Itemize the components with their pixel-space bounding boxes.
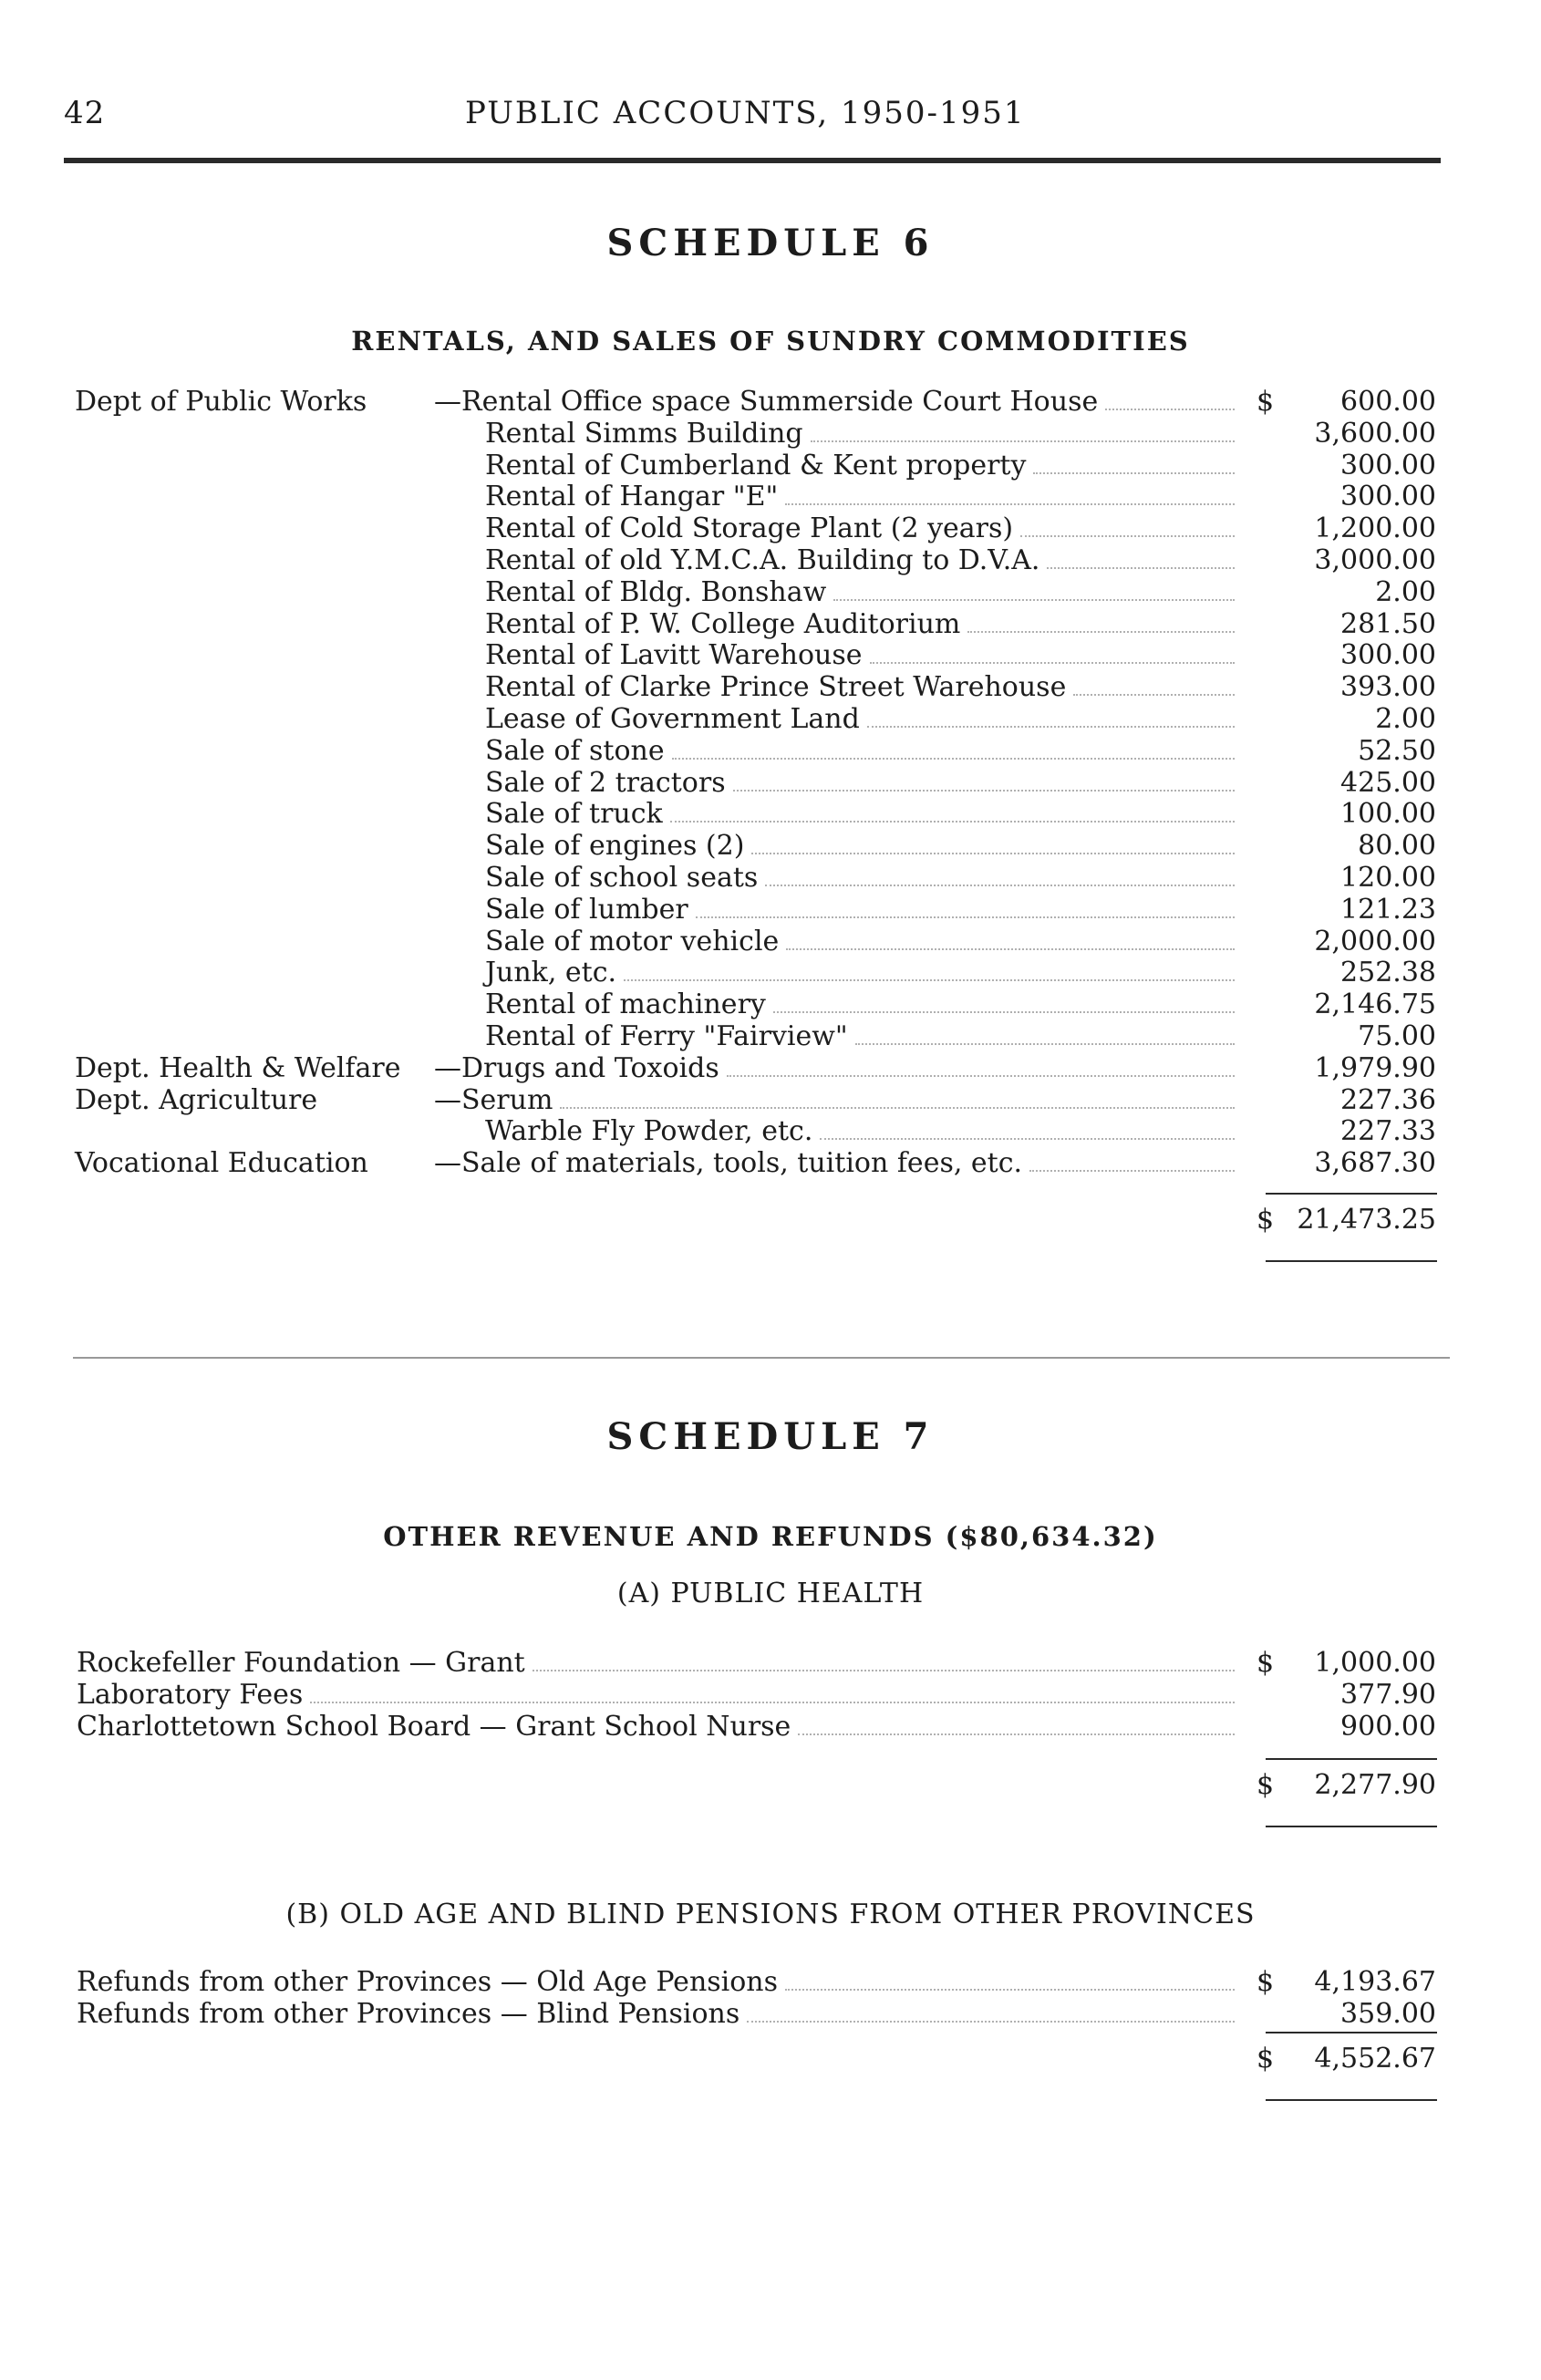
- item-description: [485, 926, 1240, 957]
- description-text: Rental of Ferry "Fairview": [485, 1020, 848, 1052]
- description-text: Rental of Lavitt Warehouse: [485, 639, 863, 672]
- item-description: [434, 386, 1240, 418]
- description-text: —Rental Office space Summerside Court House: [434, 386, 1099, 418]
- item-description: [485, 639, 1240, 671]
- total-currency: $: [1257, 1769, 1275, 1801]
- table-row: [0, 926, 1541, 957]
- item-description: [485, 418, 1240, 450]
- dot-leader: [786, 947, 1235, 950]
- dot-leader: [1033, 471, 1235, 474]
- description-text: Rental of old Y.M.C.A. Building to D.V.A.: [485, 544, 1040, 576]
- schedule-6-subtitle: RENTALS, AND SALES OF SUNDRY COMMODITIES: [351, 326, 1190, 357]
- item-amount: 227.36: [1340, 1083, 1436, 1116]
- description-text: Sale of engines (2): [485, 830, 745, 863]
- section-b-total-row: [0, 2043, 1541, 2075]
- dot-leader: [672, 757, 1235, 760]
- table-row: [0, 862, 1541, 894]
- table-row: [0, 450, 1541, 481]
- item-description: [77, 1998, 1240, 2030]
- description-text: Sale of stone: [485, 734, 665, 767]
- item-amount: 900.00: [1340, 1710, 1436, 1743]
- item-amount: 52.50: [1358, 734, 1436, 767]
- description-text: Lease of Government Land: [485, 703, 860, 735]
- dot-leader: [833, 598, 1235, 601]
- schedule-6-total-rule-top: [1266, 1193, 1437, 1195]
- item-amount: 121.23: [1340, 893, 1436, 926]
- header-rule: [64, 158, 1441, 163]
- item-description: [485, 1020, 1240, 1052]
- dot-leader: [765, 884, 1235, 886]
- description-text: Rental of Cold Storage Plant (2 years): [485, 512, 1014, 545]
- table-row: [0, 512, 1541, 544]
- section-a-total-rule-bottom: [1266, 1826, 1437, 1827]
- dot-leader: [727, 1074, 1235, 1077]
- item-description: [485, 608, 1240, 640]
- table-row: [0, 608, 1541, 640]
- item-amount: 120.00: [1340, 862, 1436, 894]
- department-label: Dept. Agriculture: [75, 1083, 318, 1116]
- dot-leader: [967, 630, 1235, 633]
- table-row: [0, 1647, 1541, 1679]
- table-row: [0, 1084, 1541, 1116]
- item-description: [485, 862, 1240, 894]
- item-amount: 281.50: [1340, 607, 1436, 640]
- currency-symbol: $: [1257, 386, 1275, 418]
- item-amount: 100.00: [1340, 798, 1436, 831]
- table-row: [0, 576, 1541, 608]
- table-row: [0, 894, 1541, 926]
- section-b-total-rule-top: [1266, 2032, 1437, 2033]
- description-text: Warble Fly Powder, etc.: [485, 1115, 813, 1148]
- description-text: Rental of machinery: [485, 988, 766, 1021]
- dot-leader: [1047, 566, 1235, 569]
- total-amount: 2,277.90: [1314, 1769, 1436, 1801]
- schedule-6-total-rule-bottom: [1266, 1260, 1437, 1262]
- item-description: [485, 703, 1240, 735]
- item-amount: 300.00: [1340, 481, 1436, 513]
- total-amount: 4,552.67: [1314, 2043, 1436, 2075]
- item-description: [485, 894, 1240, 926]
- item-amount: 393.00: [1340, 671, 1436, 704]
- currency-symbol: $: [1257, 1647, 1275, 1679]
- department-label: Vocational Education: [75, 1147, 368, 1180]
- description-text: Sale of lumber: [485, 893, 688, 926]
- item-amount: 300.00: [1340, 639, 1436, 672]
- item-amount: 377.90: [1340, 1678, 1436, 1711]
- item-description: [485, 512, 1240, 544]
- table-row: [0, 1020, 1541, 1052]
- dot-leader: [867, 725, 1235, 728]
- description-text: Junk, etc.: [485, 957, 617, 989]
- table-row: [0, 671, 1541, 703]
- description-text: Sale of 2 tractors: [485, 766, 726, 799]
- total-currency: $: [1257, 2043, 1275, 2075]
- item-description: [485, 957, 1240, 988]
- table-row: [0, 830, 1541, 862]
- table-row: [0, 1679, 1541, 1711]
- description-text: Laboratory Fees: [77, 1678, 304, 1711]
- item-amount: 3,600.00: [1314, 417, 1436, 450]
- item-description: [485, 735, 1240, 767]
- total-currency: $: [1257, 1204, 1275, 1236]
- table-row: [0, 735, 1541, 767]
- dot-leader: [624, 978, 1235, 981]
- table-row: [0, 703, 1541, 735]
- department-label: Dept. Health & Welfare: [75, 1051, 401, 1084]
- dot-leader: [1020, 534, 1235, 537]
- dot-leader: [1073, 693, 1235, 696]
- dot-leader: [870, 661, 1236, 664]
- description-text: Sale of motor vehicle: [485, 925, 780, 957]
- item-amount: 3,000.00: [1314, 544, 1436, 576]
- item-description: [485, 798, 1240, 830]
- currency-symbol: $: [1257, 1966, 1275, 1998]
- table-row: [0, 481, 1541, 512]
- item-description: [77, 1711, 1240, 1743]
- item-amount: 227.33: [1340, 1115, 1436, 1148]
- section-a-total-rule-top: [1266, 1758, 1437, 1760]
- description-text: Sale of truck: [485, 798, 663, 831]
- item-amount: 359.00: [1340, 1997, 1436, 2030]
- table-row: [0, 639, 1541, 671]
- dot-leader: [798, 1733, 1235, 1735]
- description-text: —Sale of materials, tools, tuition fees, etc.: [434, 1147, 1023, 1180]
- description-text: Refunds from other Provinces — Old Age Pensions: [77, 1966, 779, 1998]
- dot-leader: [670, 820, 1235, 823]
- dot-leader: [785, 1988, 1235, 1991]
- table-row: [0, 1998, 1541, 2030]
- item-amount: 3,687.30: [1314, 1147, 1436, 1180]
- dot-leader: [811, 440, 1235, 442]
- item-amount: 1,979.90: [1314, 1051, 1436, 1084]
- item-amount: 425.00: [1340, 766, 1436, 799]
- schedule-7-subtitle: OTHER REVENUE AND REFUNDS ($80,634.32): [383, 1521, 1158, 1552]
- item-description: [77, 1647, 1240, 1679]
- item-amount: 1,200.00: [1314, 512, 1436, 545]
- schedule-7-title: SCHEDULE 7: [606, 1415, 935, 1458]
- page-number: 42: [64, 95, 106, 131]
- total-amount: 21,473.25: [1297, 1204, 1436, 1236]
- item-amount: 2.00: [1375, 703, 1436, 735]
- item-description: [485, 1115, 1240, 1147]
- item-amount: 252.38: [1340, 957, 1436, 989]
- description-text: Charlottetown School Board — Grant School Nurse: [77, 1710, 791, 1743]
- table-row: [0, 1966, 1541, 1998]
- dot-leader: [533, 1669, 1235, 1671]
- description-text: Rental of Cumberland & Kent property: [485, 449, 1027, 481]
- item-amount: 1,000.00: [1314, 1647, 1436, 1679]
- table-row: [0, 1115, 1541, 1147]
- section-separator: [73, 1357, 1450, 1359]
- description-text: Refunds from other Provinces — Blind Pensions: [77, 1997, 740, 2030]
- description-text: Rental of Bldg. Bonshaw: [485, 575, 827, 608]
- item-description: [434, 1084, 1240, 1116]
- item-description: [485, 544, 1240, 576]
- dot-leader: [310, 1701, 1235, 1703]
- dot-leader: [1029, 1169, 1235, 1172]
- item-description: [434, 1147, 1240, 1179]
- description-text: Rental of Hangar "E": [485, 481, 779, 513]
- item-amount: 2.00: [1375, 575, 1436, 608]
- dot-leader: [747, 2020, 1235, 2023]
- dot-leader: [785, 502, 1235, 505]
- description-text: —Drugs and Toxoids: [434, 1051, 719, 1084]
- description-text: Rockefeller Foundation — Grant: [77, 1647, 525, 1679]
- table-row: [0, 798, 1541, 830]
- item-amount: 300.00: [1340, 449, 1436, 481]
- page-header-title: PUBLIC ACCOUNTS, 1950-1951: [465, 95, 1026, 131]
- item-description: [434, 1052, 1240, 1084]
- table-row: [0, 767, 1541, 799]
- item-amount: 80.00: [1358, 830, 1436, 863]
- item-description: [485, 481, 1240, 512]
- item-description: [77, 1966, 1240, 1998]
- table-row: [0, 988, 1541, 1020]
- item-amount: 2,146.75: [1314, 988, 1436, 1021]
- item-amount: 600.00: [1340, 386, 1436, 418]
- item-description: [485, 988, 1240, 1020]
- item-description: [485, 576, 1240, 608]
- table-row: [0, 1052, 1541, 1084]
- description-text: Rental Simms Building: [485, 417, 803, 450]
- dot-leader: [733, 789, 1235, 792]
- schedule-6-total-row: [0, 1204, 1541, 1236]
- item-description: [77, 1679, 1240, 1711]
- dot-leader: [820, 1137, 1235, 1140]
- item-description: [485, 830, 1240, 862]
- dot-leader: [751, 852, 1235, 854]
- section-b-total-rule-bottom: [1266, 2099, 1437, 2101]
- section-a-total-row: [0, 1769, 1541, 1801]
- dot-leader: [560, 1106, 1235, 1109]
- schedule-6-title: SCHEDULE 6: [606, 222, 935, 264]
- description-text: —Serum: [434, 1083, 553, 1116]
- table-row: [0, 544, 1541, 576]
- section-a-title: (A) PUBLIC HEALTH: [616, 1578, 925, 1609]
- item-description: [485, 767, 1240, 799]
- dot-leader: [1105, 408, 1235, 410]
- dot-leader: [773, 1010, 1235, 1013]
- table-row: [0, 418, 1541, 450]
- item-description: [485, 450, 1240, 481]
- description-text: Rental of Clarke Prince Street Warehouse: [485, 671, 1067, 704]
- department-label: Dept of Public Works: [75, 386, 367, 418]
- table-row: [0, 1711, 1541, 1743]
- table-row: [0, 957, 1541, 988]
- item-description: [485, 671, 1240, 703]
- dot-leader: [696, 916, 1235, 918]
- description-text: Rental of P. W. College Auditorium: [485, 607, 961, 640]
- section-b-title: (B) OLD AGE AND BLIND PENSIONS FROM OTHER PROVINCES: [285, 1899, 1256, 1930]
- item-amount: 4,193.67: [1314, 1966, 1436, 1998]
- description-text: Sale of school seats: [485, 862, 759, 894]
- table-row: [0, 1147, 1541, 1179]
- item-amount: 2,000.00: [1314, 925, 1436, 957]
- item-amount: 75.00: [1358, 1020, 1436, 1052]
- table-row: [0, 386, 1541, 418]
- dot-leader: [855, 1042, 1235, 1045]
